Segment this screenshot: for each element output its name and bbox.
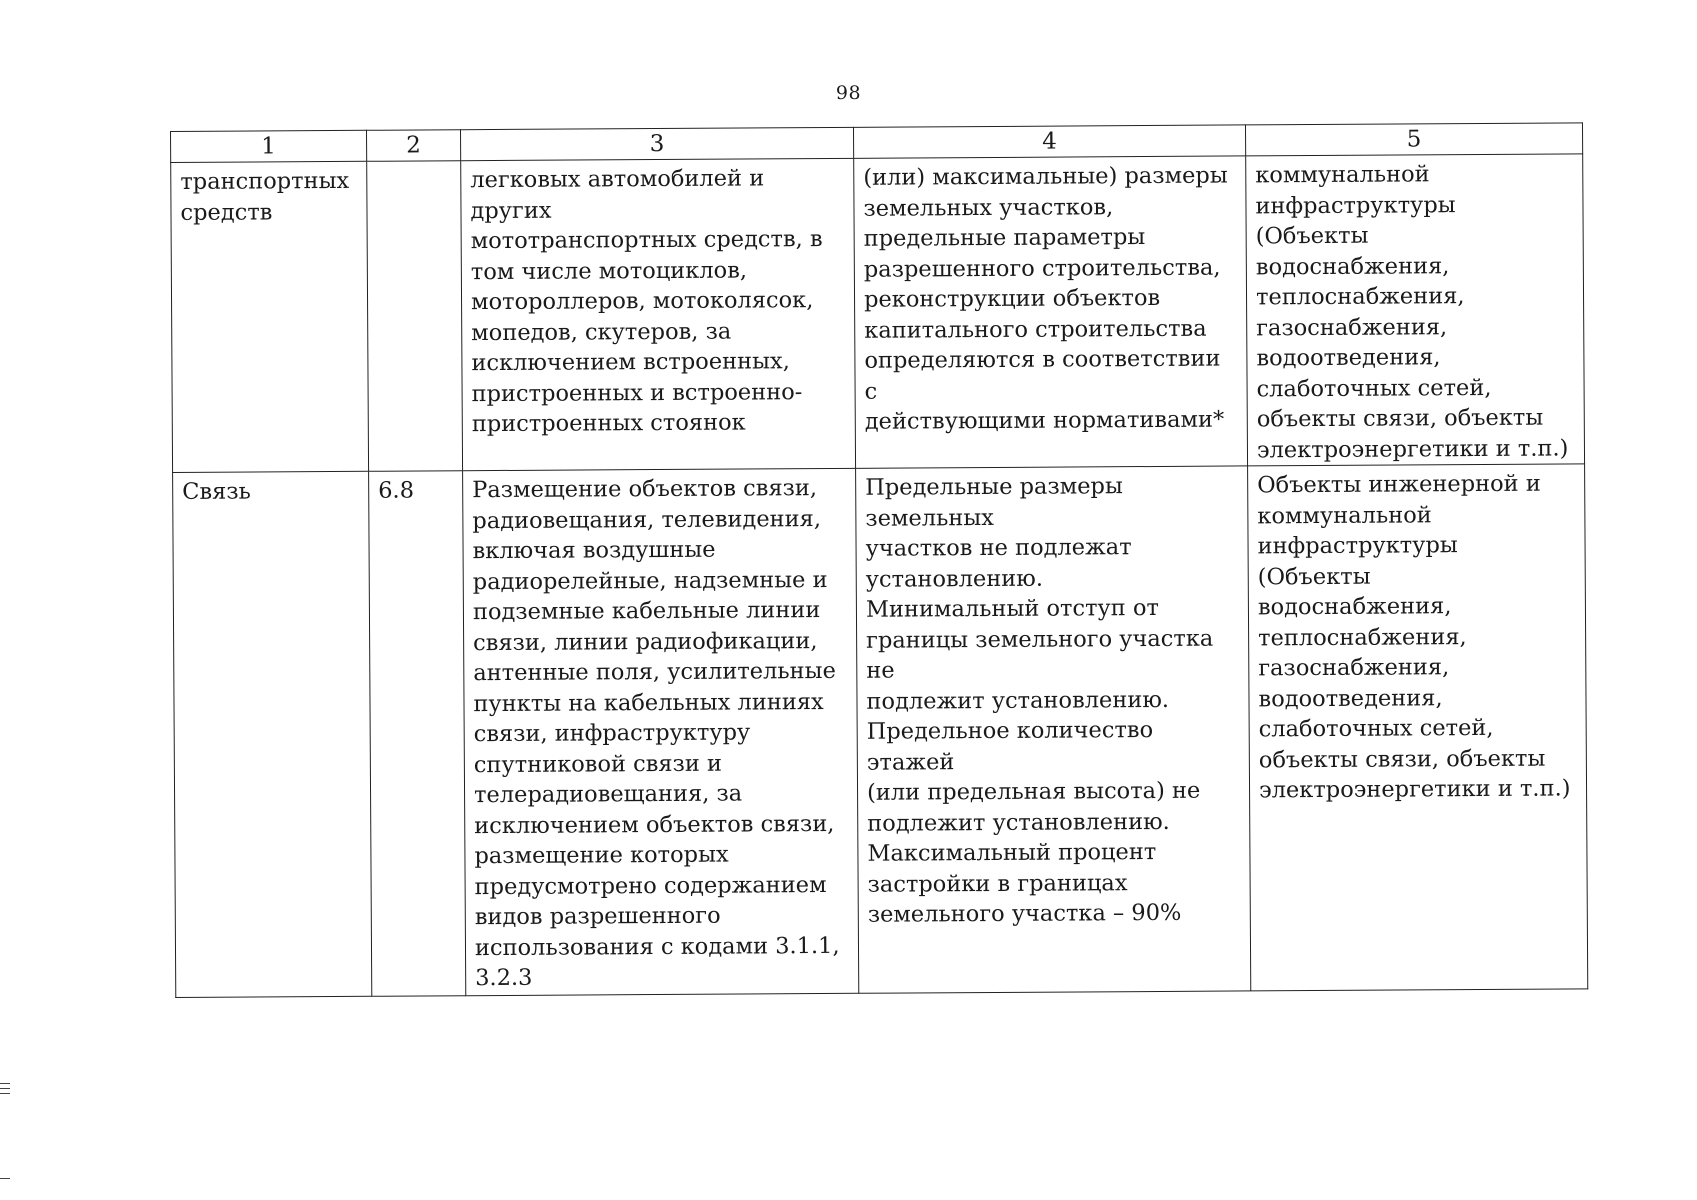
land-use-code-cell bbox=[367, 161, 463, 472]
column-header-4: 4 bbox=[853, 125, 1245, 158]
scan-artifact-line bbox=[0, 1088, 10, 1089]
page-number: 98 bbox=[835, 82, 862, 104]
land-use-name-cell: транспортных средств bbox=[171, 161, 369, 472]
zoning-table bbox=[170, 122, 1588, 998]
column-header-1: 1 bbox=[171, 130, 367, 162]
column-header-5: 5 bbox=[1245, 123, 1582, 156]
land-use-description-cell: Размещение объектов связи, радиовещания, телевидения, включая воздушные радиорелейные, надземные и подземные кабельные линии связи, линии радиофикации, антенные поля, усилительные пункты на кабельных линиях связи, инфраструктуру спутниковой связи и телерадиовещания, за исключением объектов связи, размещение которых предусмотрено содержанием видов разрешенного использования с кодами 3.1.1, 3.2.3 bbox=[463, 468, 859, 995]
table-row bbox=[173, 464, 1588, 998]
auxiliary-uses-cell: Объекты инженерной и коммунальной инфраструктуры (Объекты водоснабжения, теплоснабжения, газоснабжения, водоотведения, слаботочных сетей, объекты связи, объекты электроэнергетики и т.п.) bbox=[1248, 464, 1588, 991]
column-header-2: 2 bbox=[366, 130, 460, 162]
scan-artifact-line bbox=[0, 1083, 10, 1084]
construction-parameters-cell: (или) максимальные) размеры земельных участков, предельные параметры разрешенного строительства, реконструкции объектов капитального строительства определяются в соответствии с действующими нормативами* bbox=[854, 156, 1248, 468]
land-use-description-cell: легковых автомобилей и других мототранспортных средств, в том числе мотоциклов, мотороллеров, мотоколясок, мопедов, скутеров, за исключением встроенных, пристроенных и встроенно- пристроенных стоянок bbox=[461, 158, 856, 470]
scan-artifact-line bbox=[0, 1178, 10, 1179]
table-row bbox=[171, 154, 1585, 473]
construction-parameters-cell: Предельные размеры земельных участков не подлежат установлению. Минимальный отступ от границы земельного участка не подлежит установлению. Предельное количество этажей (или предельная высота) не подлежит установлению. Максимальный процент застройки в границах земельного участка – 90% bbox=[856, 466, 1251, 993]
column-header-3: 3 bbox=[460, 127, 853, 160]
land-use-name-cell: Связь bbox=[173, 471, 372, 997]
land-use-code-cell: 6.8 bbox=[369, 471, 466, 997]
auxiliary-uses-cell: коммунальной инфраструктуры (Объекты водоснабжения, теплоснабжения, газоснабжения, водоотведения, слаботочных сетей, объекты связи, объекты электроэнергетики и т.п.) bbox=[1246, 154, 1585, 466]
scan-artifact-line bbox=[0, 1093, 10, 1094]
